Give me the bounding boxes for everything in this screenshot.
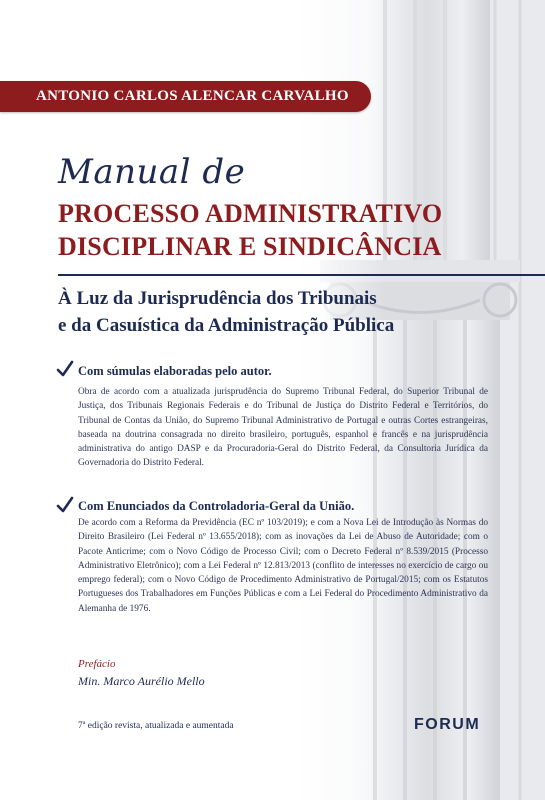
title-divider: [58, 274, 545, 276]
checkmark-icon: [56, 360, 74, 378]
edition-note: 7ª edição revista, atualizada e aumentada: [78, 721, 234, 731]
author-name: ANTONIO CARLOS ALENCAR CARVALHO: [0, 81, 371, 112]
preface-author: Min. Marco Aurélio Mello: [78, 674, 205, 688]
title-script: Manual de: [58, 152, 246, 192]
preface-label: Prefácio: [78, 658, 116, 670]
checkmark-icon: [56, 496, 74, 514]
bullet-heading-1: Com súmulas elaboradas pelo autor.: [78, 364, 272, 378]
bullet-heading-2: Com Enunciados da Controladoria-Geral da União.: [78, 499, 355, 513]
subtitle-line-2: e da Casuística da Administração Pública: [58, 315, 395, 336]
bullet-body-1: Obra de acordo com a atualizada jurisprudência do Supremo Tribunal Federal, do Superior Tribunal de Justiça, dos Tribunais Regionais Federais e do Tribunal de Justiça do Distrito Federal e Territórios, do Tribunal de Contas da União, do Supremo Tribunal Administrativo de Portugal e outras Cortes estrangeiras, baseada na doutrina consagrada no direito brasileiro, português, espanhol e francês e na jurisprudência administrativa do antigo DASP e da Procuradoria-Geral do Distrito Federal, da Consultoria Jurídica da Governadoria do Distrito Federal.: [78, 387, 488, 469]
subtitle-line-1: À Luz da Jurisprudência dos Tribunais: [58, 288, 377, 309]
bullet-body-2: De acordo com a Reforma da Previdência (EC nº 103/2019); e com a Nova Lei de Introdução às Normas do Direito Brasileiro (Lei Federal nº 13.655/2018); com as inovações da Lei de Abuso de Autoridade; com o Pacote Anticrime; com o Novo Código de Processo Civil; com o Decreto Federal nº 8.539/2015 (Processo Administrativo Eletrônico); com a Lei Federal nº 12.813/2013 (conflito de interesses no exercício de cargo ou emprego federal); com o Novo Código de Procedimento Administrativo de Portugal/2015; com os Estatutos Portugueses dos Trabalhadores em Funções Públicas e com a Lei Federal do Procedimento Administrativo da Alemanha de 1976.: [78, 518, 488, 614]
title-line-2: DISCIPLINAR E SINDICÂNCIA: [58, 232, 442, 261]
title-line-1: PROCESSO ADMINISTRATIVO: [58, 199, 443, 228]
publisher-logo: FORUM: [414, 716, 481, 733]
